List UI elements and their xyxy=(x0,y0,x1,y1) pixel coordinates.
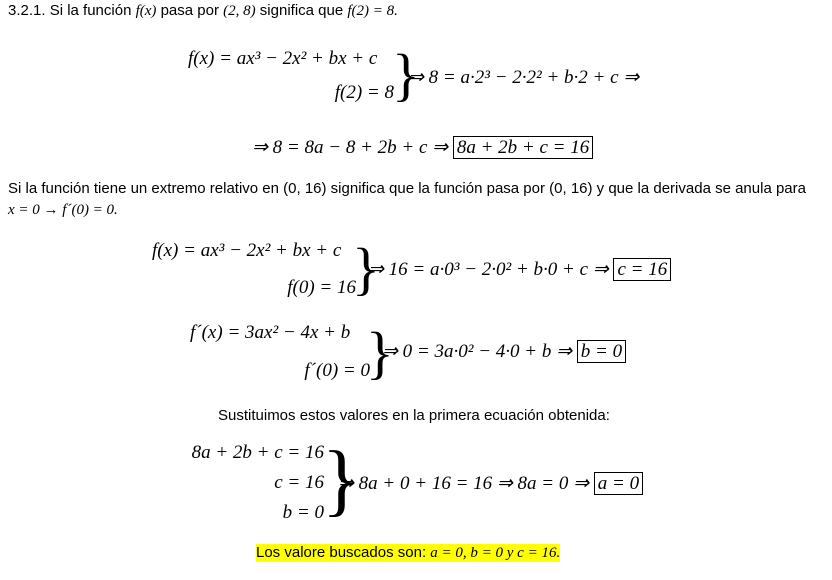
step1-line: ⇒ 8 = 8a − 8 + 2b + c ⇒ 8a + 2b + c = 16 xyxy=(252,136,593,159)
sys4-equation-3: b = 0 xyxy=(282,502,324,523)
sys2-brace: } xyxy=(352,236,380,301)
substitution-text: Sustituimos estos valores en la primera ecuación obtenida: xyxy=(218,407,610,424)
sys3-rhs: ⇒ 0 = 3a·0² − 4·0 + b ⇒ b = 0 xyxy=(382,340,626,363)
sys1-equation-1: f(x) = ax³ − 2x² + bx + c xyxy=(188,48,378,69)
sys3-equation-1: f´(x) = 3ax² − 4x + b xyxy=(190,322,351,343)
sys4-rhs: ⇒ 8a + 0 + 16 = 16 ⇒ 8a = 0 ⇒ a = 0 xyxy=(338,472,643,495)
section-number: 3.2.1. xyxy=(8,2,46,19)
sys2-equation-2: f(0) = 16 xyxy=(287,277,356,298)
para2-line-2: x = 0 → f´(0) = 0. xyxy=(8,202,118,218)
sys2-equation-1: f(x) = ax³ − 2x² + bx + c xyxy=(152,240,342,261)
sys3-boxed-result: b = 0 xyxy=(577,340,626,363)
sys2-rhs: ⇒ 16 = a·0³ − 2·0² + b·0 + c ⇒ c = 16 xyxy=(368,258,671,281)
conclusion-values: a = 0, b = 0 y c = 16. xyxy=(430,545,561,561)
step1-boxed-result: 8a + 2b + c = 16 xyxy=(453,136,593,159)
intro-line: 3.2.1. Si la función f(x) pasa por (2, 8) significa que f(2) = 8. xyxy=(8,2,398,19)
sys1-brace: } xyxy=(392,42,420,107)
sys1-equation-2: f(2) = 8 xyxy=(334,82,394,103)
sys4-equation-2: c = 16 xyxy=(274,472,324,493)
para2-line-1: Si la función tiene un extremo relativo en (0, 16) significa que la función pasa por (0, 16) y que la derivada se anula para xyxy=(8,180,806,197)
sys4-boxed-result: a = 0 xyxy=(594,472,643,495)
sys3-equation-2: f´(0) = 0 xyxy=(304,360,370,381)
sys3-brace: } xyxy=(366,320,394,385)
conclusion-text: Los valore buscados son: xyxy=(256,544,431,561)
sys2-boxed-result: c = 16 xyxy=(613,258,671,281)
conclusion-highlight xyxy=(256,544,560,562)
sys1-rhs: ⇒ 8 = a·2³ − 2·2² + b·2 + c ⇒ xyxy=(408,67,640,88)
sys4-equation-1: 8a + 2b + c = 16 xyxy=(191,442,324,463)
sys4-brace: } xyxy=(322,436,361,524)
